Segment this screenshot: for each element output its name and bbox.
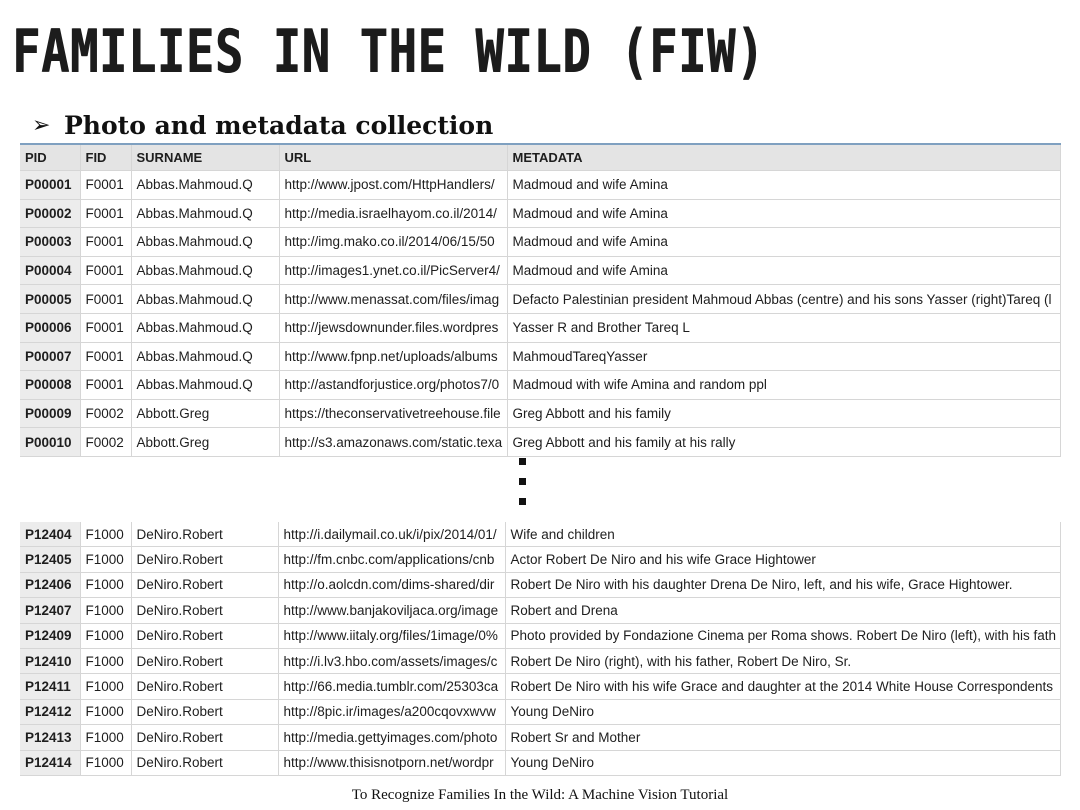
cell-fid: F0001 bbox=[80, 371, 131, 400]
cell-surname: DeNiro.Robert bbox=[131, 725, 278, 750]
cell-surname: Abbas.Mahmoud.Q bbox=[131, 228, 279, 257]
cell-surname: Abbas.Mahmoud.Q bbox=[131, 285, 279, 314]
cell-fid: F0001 bbox=[80, 256, 131, 285]
cell-surname: DeNiro.Robert bbox=[131, 750, 278, 775]
arrowhead-bullet-icon: ➢ bbox=[32, 112, 51, 138]
table-row bbox=[20, 313, 1060, 342]
table-header-row bbox=[20, 144, 1060, 171]
cell-metadata: Robert De Niro with his daughter Drena De Niro, left, and his wife, Grace Hightower. bbox=[505, 572, 1060, 597]
cell-pid: P12414 bbox=[20, 750, 80, 775]
table-row bbox=[20, 371, 1060, 400]
cell-fid: F1000 bbox=[80, 674, 131, 699]
table-row bbox=[20, 623, 1060, 648]
cell-metadata: Robert De Niro with his wife Grace and daughter at the 2014 White House Correspondents bbox=[505, 674, 1060, 699]
cell-url: http://www.jpost.com/HttpHandlers/ bbox=[279, 171, 507, 200]
cell-url: http://astandforjustice.org/photos7/0 bbox=[279, 371, 507, 400]
cell-pid: P00009 bbox=[20, 399, 80, 428]
cell-surname: Abbas.Mahmoud.Q bbox=[131, 313, 279, 342]
cell-metadata: Robert and Drena bbox=[505, 598, 1060, 623]
cell-surname: DeNiro.Robert bbox=[131, 648, 278, 673]
table-row bbox=[20, 256, 1060, 285]
header-fid: FID bbox=[80, 144, 131, 171]
cell-metadata: Young DeNiro bbox=[505, 750, 1060, 775]
cell-metadata: Madmoud and wife Amina bbox=[507, 256, 1060, 285]
cell-pid: P00002 bbox=[20, 199, 80, 228]
cell-pid: P00007 bbox=[20, 342, 80, 371]
table-row bbox=[20, 699, 1060, 724]
cell-pid: P12404 bbox=[20, 522, 80, 547]
cell-surname: DeNiro.Robert bbox=[131, 522, 278, 547]
cell-url: http://fm.cnbc.com/applications/cnb bbox=[278, 547, 505, 572]
cell-metadata: Robert De Niro (right), with his father, Robert De Niro, Sr. bbox=[505, 648, 1060, 673]
header-pid: PID bbox=[20, 144, 80, 171]
cell-url: http://media.israelhayom.co.il/2014/ bbox=[279, 199, 507, 228]
cell-pid: P00010 bbox=[20, 428, 80, 457]
table-row bbox=[20, 399, 1060, 428]
cell-url: http://media.gettyimages.com/photo bbox=[278, 725, 505, 750]
table-row bbox=[20, 228, 1060, 257]
cell-fid: F0001 bbox=[80, 199, 131, 228]
cell-pid: P00005 bbox=[20, 285, 80, 314]
cell-metadata: MahmoudTareqYasser bbox=[507, 342, 1060, 371]
table-row bbox=[20, 428, 1060, 457]
cell-url: https://theconservativetreehouse.file bbox=[279, 399, 507, 428]
cell-pid: P00004 bbox=[20, 256, 80, 285]
cell-metadata: Young DeNiro bbox=[505, 699, 1060, 724]
table-row bbox=[20, 750, 1060, 775]
cell-metadata: Madmoud and wife Amina bbox=[507, 171, 1060, 200]
table-row bbox=[20, 342, 1060, 371]
table-row bbox=[20, 199, 1060, 228]
table-row bbox=[20, 522, 1060, 547]
cell-metadata: Madmoud with wife Amina and random ppl bbox=[507, 371, 1060, 400]
table-row bbox=[20, 572, 1060, 597]
cell-fid: F0001 bbox=[80, 171, 131, 200]
cell-pid: P12411 bbox=[20, 674, 80, 699]
cell-fid: F0001 bbox=[80, 313, 131, 342]
table-row bbox=[20, 598, 1060, 623]
cell-fid: F0001 bbox=[80, 228, 131, 257]
cell-metadata: Madmoud and wife Amina bbox=[507, 199, 1060, 228]
cell-surname: Abbott.Greg bbox=[131, 428, 279, 457]
metadata-table-top bbox=[20, 143, 1061, 457]
cell-metadata: Photo provided by Fondazione Cinema per Roma shows. Robert De Niro (left), with his fath bbox=[505, 623, 1060, 648]
cell-fid: F1000 bbox=[80, 699, 131, 724]
cell-url: http://www.iitaly.org/files/1image/0% bbox=[278, 623, 505, 648]
cell-metadata: Actor Robert De Niro and his wife Grace Hightower bbox=[505, 547, 1060, 572]
cell-fid: F1000 bbox=[80, 522, 131, 547]
cell-surname: DeNiro.Robert bbox=[131, 674, 278, 699]
cell-fid: F1000 bbox=[80, 648, 131, 673]
table-row bbox=[20, 285, 1060, 314]
cell-url: http://www.menassat.com/files/imag bbox=[279, 285, 507, 314]
cell-surname: DeNiro.Robert bbox=[131, 699, 278, 724]
cell-pid: P00003 bbox=[20, 228, 80, 257]
cell-url: http://www.fpnp.net/uploads/albums bbox=[279, 342, 507, 371]
cell-surname: Abbas.Mahmoud.Q bbox=[131, 342, 279, 371]
cell-fid: F0001 bbox=[80, 342, 131, 371]
cell-url: http://i.dailymail.co.uk/i/pix/2014/01/ bbox=[278, 522, 505, 547]
cell-surname: Abbas.Mahmoud.Q bbox=[131, 199, 279, 228]
cell-fid: F1000 bbox=[80, 598, 131, 623]
cell-metadata: Greg Abbott and his family bbox=[507, 399, 1060, 428]
cell-fid: F1000 bbox=[80, 750, 131, 775]
cell-pid: P12412 bbox=[20, 699, 80, 724]
bullet-point bbox=[32, 108, 493, 142]
table-row bbox=[20, 725, 1060, 750]
cell-metadata: Madmoud and wife Amina bbox=[507, 228, 1060, 257]
cell-pid: P00008 bbox=[20, 371, 80, 400]
cell-url: http://img.mako.co.il/2014/06/15/50 bbox=[279, 228, 507, 257]
cell-url: http://s3.amazonaws.com/static.texa bbox=[279, 428, 507, 457]
cell-surname: Abbas.Mahmoud.Q bbox=[131, 171, 279, 200]
cell-pid: P00001 bbox=[20, 171, 80, 200]
cell-url: http://www.thisisnotporn.net/wordpr bbox=[278, 750, 505, 775]
cell-url: http://8pic.ir/images/a200cqovxwvw bbox=[278, 699, 505, 724]
cell-pid: P12409 bbox=[20, 623, 80, 648]
cell-url: http://www.banjakoviljaca.org/image bbox=[278, 598, 505, 623]
cell-metadata: Defacto Palestinian president Mahmoud Abbas (centre) and his sons Yasser (right)Tareq (l bbox=[507, 285, 1060, 314]
cell-fid: F0002 bbox=[80, 428, 131, 457]
cell-metadata: Greg Abbott and his family at his rally bbox=[507, 428, 1060, 457]
cell-pid: P12410 bbox=[20, 648, 80, 673]
cell-metadata: Yasser R and Brother Tareq L bbox=[507, 313, 1060, 342]
cell-pid: P12413 bbox=[20, 725, 80, 750]
cell-pid: P12405 bbox=[20, 547, 80, 572]
cell-metadata: Robert Sr and Mother bbox=[505, 725, 1060, 750]
metadata-table-bottom bbox=[20, 522, 1061, 776]
table-row bbox=[20, 648, 1060, 673]
cell-url: http://i.lv3.hbo.com/assets/images/c bbox=[278, 648, 505, 673]
cell-fid: F0001 bbox=[80, 285, 131, 314]
cell-surname: Abbas.Mahmoud.Q bbox=[131, 256, 279, 285]
cell-pid: P12407 bbox=[20, 598, 80, 623]
cell-surname: Abbott.Greg bbox=[131, 399, 279, 428]
cell-pid: P12406 bbox=[20, 572, 80, 597]
slide-subtitle: Photo and metadata collection bbox=[64, 110, 494, 140]
cell-fid: F1000 bbox=[80, 725, 131, 750]
cell-fid: F1000 bbox=[80, 547, 131, 572]
table-row bbox=[20, 171, 1060, 200]
header-metadata: METADATA bbox=[507, 144, 1060, 171]
table-row bbox=[20, 674, 1060, 699]
header-url: URL bbox=[279, 144, 507, 171]
cell-surname: DeNiro.Robert bbox=[131, 572, 278, 597]
cell-surname: DeNiro.Robert bbox=[131, 598, 278, 623]
cell-url: http://o.aolcdn.com/dims-shared/dir bbox=[278, 572, 505, 597]
cell-surname: DeNiro.Robert bbox=[131, 547, 278, 572]
cell-url: http://images1.ynet.co.il/PicServer4/ bbox=[279, 256, 507, 285]
cell-metadata: Wife and children bbox=[505, 522, 1060, 547]
cell-url: http://66.media.tumblr.com/25303ca bbox=[278, 674, 505, 699]
slide-title: FAMILIES IN THE WILD (FIW) bbox=[12, 17, 765, 87]
header-surname: SURNAME bbox=[131, 144, 279, 171]
table-row bbox=[20, 547, 1060, 572]
cell-pid: P00006 bbox=[20, 313, 80, 342]
cell-surname: Abbas.Mahmoud.Q bbox=[131, 371, 279, 400]
cell-fid: F0002 bbox=[80, 399, 131, 428]
cell-fid: F1000 bbox=[80, 572, 131, 597]
slide-footer: To Recognize Families In the Wild: A Machine Vision Tutorial bbox=[351, 787, 729, 803]
cell-fid: F1000 bbox=[80, 623, 131, 648]
cell-surname: DeNiro.Robert bbox=[131, 623, 278, 648]
cell-url: http://jewsdownunder.files.wordpres bbox=[279, 313, 507, 342]
ellipsis-vertical-icon bbox=[519, 458, 527, 518]
